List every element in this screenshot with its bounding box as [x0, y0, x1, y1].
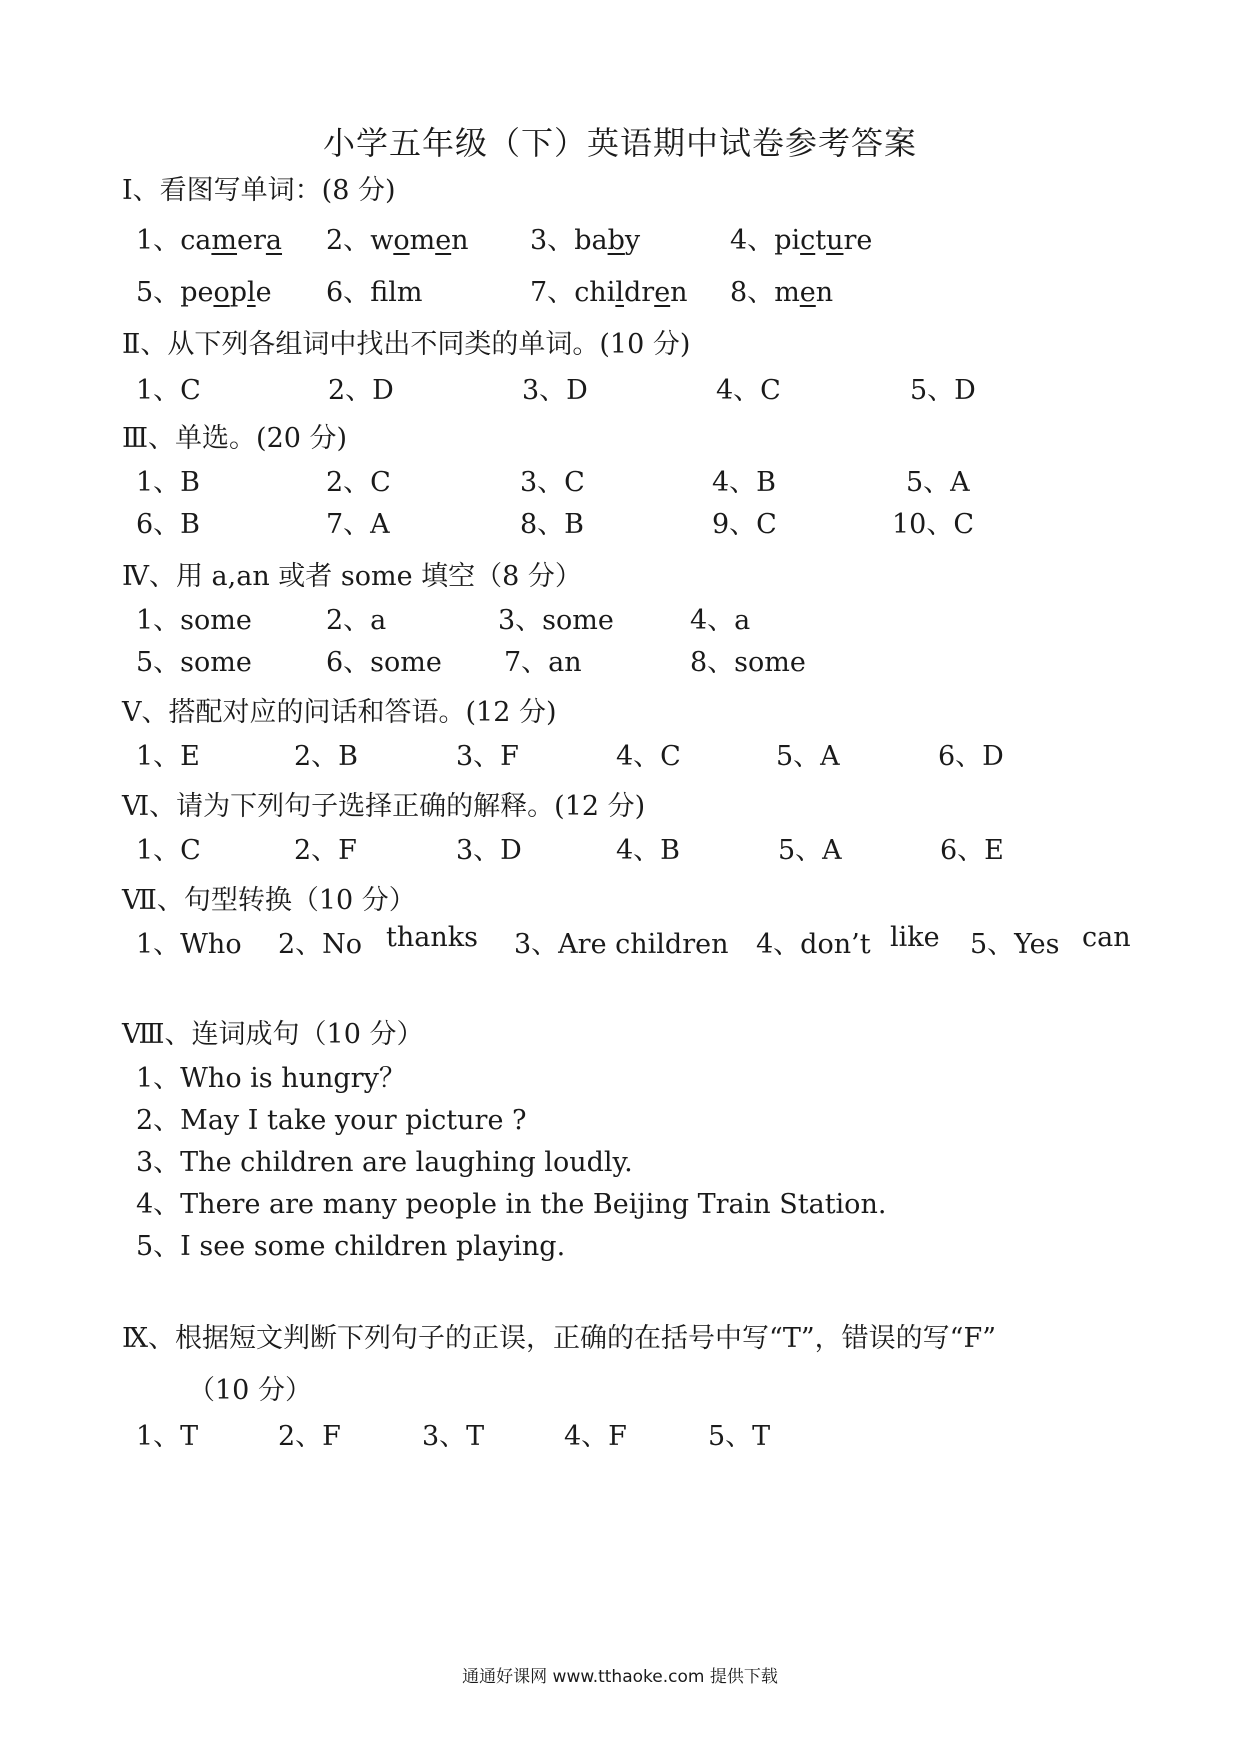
answer-item: 4、don’t: [756, 929, 871, 960]
answer-item: 6、some: [326, 647, 442, 678]
word-part: 4、: [730, 225, 775, 256]
underlined-letter: o: [213, 277, 230, 308]
answer-item: 1、B: [136, 467, 201, 498]
word-part: ca: [180, 225, 212, 256]
answer-item: 1、some: [136, 605, 252, 636]
section-5-heading: Ⅴ、搭配对应的问话和答语。(12 分): [122, 697, 557, 728]
answer-item: 5、some: [136, 647, 252, 678]
word-part: t: [815, 225, 827, 256]
word-part: 7、: [530, 277, 575, 308]
word-part: m: [409, 225, 436, 256]
answer-sentence: 1、Who is hungry？: [136, 1063, 406, 1094]
word-part: chi: [574, 277, 616, 308]
answer-item: 5、T: [708, 1421, 771, 1452]
section-6-heading: Ⅵ、请为下列句子选择正确的解释。(12 分): [122, 791, 646, 822]
answer-item: 1、T: [136, 1421, 199, 1452]
answer-item: 4、B: [712, 467, 777, 498]
word-part: 2、: [326, 225, 371, 256]
underlined-letter: u: [826, 225, 844, 256]
answer-word: [730, 270, 833, 309]
answer-item: 4、C: [716, 375, 781, 406]
answer-item: 8、B: [520, 509, 585, 540]
answer-sentence: 4、There are many people in the Beijing Train Station.: [136, 1189, 887, 1220]
answer-item: 4、F: [564, 1421, 627, 1452]
answer-word: [136, 270, 272, 309]
answer-item: 7、A: [326, 509, 390, 540]
word-part: f: [370, 277, 389, 308]
answer-item: 2、No: [278, 929, 363, 960]
answer-item: 5、A: [776, 741, 840, 772]
answer-word: [326, 270, 422, 309]
underlined-letter: c: [800, 225, 816, 256]
word-part: 5、: [136, 277, 181, 308]
word-part: lm: [388, 277, 423, 308]
answer-item: 3、F: [456, 741, 519, 772]
section-2-heading: Ⅱ、从下列各组词中找出不同类的单词。(10 分): [122, 329, 691, 360]
answer-item: 1、E: [136, 741, 200, 772]
answer-word: [530, 218, 640, 257]
section-8-heading: Ⅷ、连词成句（10 分）: [122, 1019, 424, 1050]
answer-item: can: [1082, 922, 1131, 953]
answer-word: [730, 218, 872, 257]
word-part: re: [843, 225, 873, 256]
word-part: ba: [574, 225, 608, 256]
answer-word: [136, 218, 282, 257]
answer-item: 7、an: [504, 647, 582, 678]
answer-item: 2、a: [326, 605, 387, 636]
answer-item: 4、B: [616, 835, 681, 866]
page-footer: 通通好课网 www.tthaoke.com 提供下载: [462, 1667, 778, 1687]
answer-item: 3、D: [522, 375, 588, 406]
word-part: m: [774, 277, 800, 308]
answer-item: 2、F: [278, 1421, 341, 1452]
underlined-letter: e: [799, 277, 816, 308]
answer-item: 1、C: [136, 835, 201, 866]
word-part: n: [670, 277, 688, 308]
section-4-heading: Ⅳ、用 a,an 或者 some 填空（8 分）: [122, 561, 582, 592]
answer-item: 4、C: [616, 741, 681, 772]
answer-item: 5、Yes: [970, 929, 1060, 960]
underlined-letter: l: [615, 277, 624, 308]
underlined-letter: e: [654, 277, 671, 308]
word-part: n: [815, 277, 834, 308]
answer-word: [326, 218, 469, 257]
underlined-letter: e: [435, 225, 452, 256]
word-part: pe: [180, 277, 214, 308]
answer-item: 2、D: [328, 375, 394, 406]
answer-item: 10、C: [892, 509, 975, 540]
word-part: e: [255, 277, 272, 308]
section-7-heading: Ⅶ、句型转换（10 分）: [122, 885, 416, 916]
section-9-points: （10 分）: [188, 1375, 312, 1406]
answer-item: 3、C: [520, 467, 585, 498]
word-part: pi: [774, 225, 801, 256]
underlined-letter: m: [211, 225, 238, 256]
answer-item: 1、Who: [136, 929, 242, 960]
underlined-letter: a: [265, 225, 283, 256]
underlined-letter: b: [607, 225, 625, 256]
underlined-letter: o: [393, 225, 410, 256]
answer-item: 9、C: [712, 509, 777, 540]
answer-item: 3、Are children: [514, 929, 729, 960]
document-title: 小学五年级（下）英语期中试卷参考答案: [322, 124, 917, 162]
word-part: 1、: [136, 225, 181, 256]
section-3-heading: Ⅲ、单选。(20 分): [122, 423, 348, 454]
answer-item: 3、some: [498, 605, 614, 636]
word-part: dr: [623, 277, 655, 308]
answer-sentence: 5、I see some children playing.: [136, 1231, 566, 1262]
word-part: 8、: [730, 277, 775, 308]
answer-item: 5、A: [778, 835, 842, 866]
answer-sentence: 2、May I take your picture ?: [136, 1105, 527, 1136]
answer-item: 1、C: [136, 375, 201, 406]
answer-item: thanks: [386, 922, 478, 953]
word-part: w: [370, 225, 394, 256]
answer-item: 2、B: [294, 741, 359, 772]
word-part: er: [237, 225, 266, 256]
underlined-letter: l: [247, 277, 256, 308]
answer-item: like: [890, 922, 940, 953]
answer-item: 5、A: [906, 467, 970, 498]
answer-item: 2、F: [294, 835, 357, 866]
answer-item: 5、D: [910, 375, 976, 406]
word-part: 6、: [326, 277, 371, 308]
answer-item: 6、B: [136, 509, 201, 540]
answer-item: 3、T: [422, 1421, 485, 1452]
answer-sentence: 3、The children are laughing loudly.: [136, 1147, 633, 1178]
answer-word: [530, 270, 688, 309]
answer-item: 8、some: [690, 647, 806, 678]
word-part: n: [451, 225, 469, 256]
answer-item: 4、a: [690, 605, 751, 636]
section-1-heading: Ⅰ、看图写单词：(8 分): [122, 175, 396, 206]
section-9-heading: Ⅸ、根据短文判断下列句子的正误，正确的在括号中写“T”，错误的写“F”: [122, 1323, 997, 1354]
word-part: p: [229, 277, 248, 308]
word-part: y: [624, 225, 641, 256]
answer-item: 3、D: [456, 835, 522, 866]
answer-item: 6、D: [938, 741, 1004, 772]
word-part: 3、: [530, 225, 575, 256]
answer-item: 6、E: [940, 835, 1004, 866]
answer-item: 2、C: [326, 467, 391, 498]
